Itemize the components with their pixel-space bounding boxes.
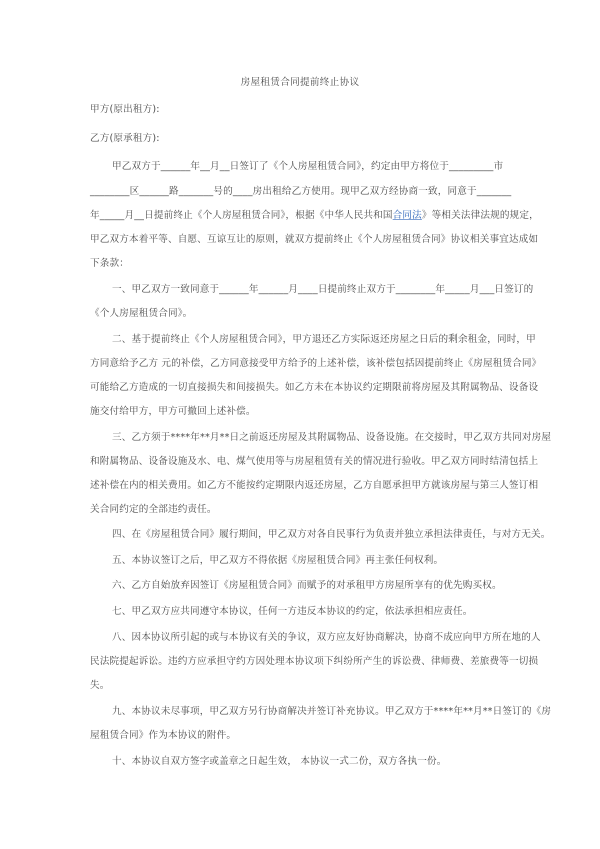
contract-law-link[interactable]: 合同法 — [392, 210, 422, 221]
clause-9-line: 九、本协议未尽事项，甲乙双方另行协商解决并签订补充协议。甲乙双方于****年**月**日签订的《房 — [112, 706, 552, 717]
clause-7-line: 七、甲乙双方应共同遵守本协议，任何一方违反本协议的约定，依法承担相应责任。 — [112, 606, 473, 617]
clause-2-line: 施交付给甲方，甲方可撤回上述补偿。 — [90, 406, 256, 417]
clause-2-line: 可能给乙方造成的一切直接损失和间接损失。如乙方未在本协议约定期限前将房屋及其附属物品、设备设 — [90, 382, 539, 393]
preamble-line: 下条款： — [90, 258, 129, 269]
clause-8-line: 失。 — [90, 680, 110, 691]
clause-3-line: 关合同约定的全部违约责任。 — [90, 504, 217, 515]
clause-3-line: 和附属物品、设备设施及水、电、煤气使用等与房屋租赁有关的情况进行验收。甲乙双方同时结清包括上 — [90, 456, 539, 467]
clause-9-line: 屋租赁合同》作为本协议的附件。 — [90, 730, 237, 741]
clause-5-line: 五、本协议签订之后，甲乙双方不得依据《房屋租赁合同》再主张任何权利。 — [112, 555, 444, 566]
preamble-text: 年_____月__日提前终止《个人房屋租赁合同》，根据《中华人民共和国 — [90, 210, 393, 221]
clause-2-line: 方同意给予乙方 元的补偿，乙方同意接受甲方给予的上述补偿，该补偿包括因提前终止《房屋租赁合同》 — [90, 358, 542, 369]
clause-8-line: 八、因本协议所引起的或与本协议有关的争议，双方应友好协商解决，协商不成应向甲方所在地的人 — [112, 632, 541, 643]
clause-2-line: 二、基于提前终止《个人房屋租赁合同》，甲方退还乙方实际返还房屋之日后的剩余租金，同时，甲 — [112, 334, 536, 345]
preamble-line — [90, 210, 539, 222]
clause-3-line: 述补偿在内的相关费用。如乙方不能按约定期限内返还房屋，乙方自愿承担甲方就该房屋与第三人签订相 — [90, 480, 539, 491]
preamble-text: 》等相关法律法规的规定， — [421, 210, 539, 221]
preamble-line: 甲乙双方本着平等、自愿、互谅互让的原则，就双方提前终止《个人房屋租赁合同》协议相关事宜达成如 — [90, 234, 539, 245]
document-title: 房屋租赁合同提前终止协议 — [240, 77, 360, 88]
clause-8-line: 民法院提起诉讼。违约方应承担守约方因处理本协议项下纠纷所产生的诉讼费、律师费、差旅费等一切损 — [90, 656, 539, 667]
clause-1-line: 《个人房屋租赁合同》。 — [90, 308, 193, 319]
party-b-label: 乙方(原承租方): — [90, 133, 160, 144]
clause-4-line: 四、在《房屋租赁合同》履行期间，甲乙双方对各自民事行为负责并独立承担法律责任，与对方无关。 — [112, 529, 551, 540]
preamble-line: 甲乙双方于______年__月__日签订了《个人房屋租赁合同》，约定由甲方将位于_________市 — [112, 161, 504, 172]
clause-3-line: 三、乙方须于****年**月**日之前返还房屋及其附属物品、设备设施。在交接时，甲乙双方共同对房屋 — [112, 432, 552, 443]
clause-1-line: 一、甲乙双方一致同意于______年______月____日提前终止双方于________年_____月___日签订的 — [112, 284, 534, 295]
party-a-label: 甲方(原出租方): — [90, 104, 160, 115]
preamble-line: ________区______路_______号的____房出租给乙方使用。现甲乙双方经协商一致，同意于_______ — [90, 186, 512, 197]
clause-6-line: 六、乙方自始放弃因签订《房屋租赁合同》而赋予的对承租甲方房屋所享有的优先购买权。 — [112, 580, 502, 591]
clause-10-line: 十、本协议自双方签字或盖章之日起生效， 本协议一式二份，双方各执一份。 — [112, 756, 447, 767]
